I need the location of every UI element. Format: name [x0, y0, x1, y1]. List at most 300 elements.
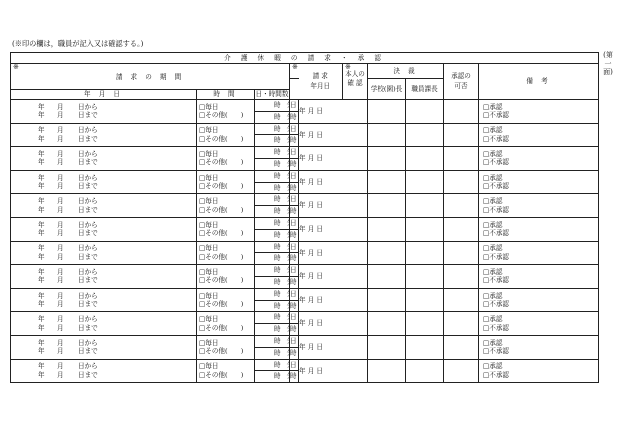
unit-day[interactable]: 日 [290, 265, 299, 277]
disapprove-checkbox[interactable]: □不承認 [483, 182, 510, 191]
principal-stamp-cell[interactable] [406, 241, 444, 265]
field-label: 月 [57, 315, 64, 324]
time-range [255, 170, 290, 182]
time-range [255, 158, 290, 170]
field-label: 年 [38, 126, 45, 135]
self-confirm-cell[interactable] [368, 288, 406, 312]
field-label: 日まで [78, 229, 98, 238]
field-label: 月 [57, 267, 64, 276]
request-cycle [197, 335, 255, 359]
field-label: 時 [274, 136, 281, 145]
staff-chief-stamp-cell[interactable] [444, 359, 479, 383]
field-label: 月 [57, 182, 64, 191]
remarks-header: 備 考 [479, 64, 599, 100]
time-column-header: 時 間 [197, 90, 255, 100]
field-label: 月 [57, 134, 64, 143]
field-label: 年 [38, 362, 45, 371]
request-date-cell[interactable]: 年 月 日 [299, 194, 368, 218]
field-label: 年 [38, 291, 45, 300]
daily-checkbox[interactable]: □毎日 [199, 315, 219, 324]
field-label: 日まで [78, 205, 98, 214]
field-label: 月 [57, 347, 64, 356]
field-label: 月 [57, 111, 64, 120]
approval-header: 承認の 可否 [444, 64, 479, 100]
approval-cell [479, 241, 599, 265]
disapprove-checkbox[interactable]: □不承認 [483, 111, 510, 120]
self-confirm-header: ※ 本人の 確 認 [343, 64, 368, 100]
other-checkbox[interactable]: □その他( ) [199, 347, 244, 356]
time-range [255, 111, 290, 123]
other-checkbox[interactable]: □その他( ) [199, 134, 244, 143]
staff-chief-header: 職員課長 [406, 79, 444, 100]
time-range [255, 312, 290, 324]
approval-cell [479, 123, 599, 147]
request-date-cell[interactable]: 年 月 日 [299, 123, 368, 147]
approval-cell [479, 194, 599, 218]
field-label: 日まで [78, 347, 98, 356]
self-confirm-cell[interactable] [368, 241, 406, 265]
unit-day[interactable]: 日 [290, 100, 299, 112]
form-row-7 [11, 241, 599, 253]
principal-stamp-cell[interactable] [406, 312, 444, 336]
time-range [255, 217, 290, 229]
field-label: 時 [274, 160, 281, 169]
request-cycle [197, 241, 255, 265]
principal-stamp-cell[interactable] [406, 147, 444, 171]
unit-day[interactable]: 日 [290, 288, 299, 300]
field-label: 月 [57, 205, 64, 214]
field-label: 時 [274, 360, 281, 369]
approval-cell [479, 312, 599, 336]
field-label: 時 [274, 348, 281, 357]
request-date-range [11, 194, 197, 218]
field-label: 月 [57, 197, 64, 206]
unit-hour[interactable]: 時 [290, 182, 299, 194]
field-label: 年 [38, 370, 45, 379]
self-confirm-cell[interactable] [368, 265, 406, 289]
field-label: 月 [57, 102, 64, 111]
field-label: 年 [38, 102, 45, 111]
approve-checkbox[interactable]: □承認 [483, 291, 503, 300]
daily-checkbox[interactable]: □毎日 [199, 102, 219, 111]
approval-cell [479, 265, 599, 289]
disapprove-checkbox[interactable]: □不承認 [483, 300, 510, 309]
field-label: 年 [38, 173, 45, 182]
unit-hour[interactable]: 時 [290, 253, 299, 265]
time-range [255, 206, 290, 218]
time-range [255, 253, 290, 265]
time-range [255, 359, 290, 371]
field-label: 年 [38, 252, 45, 261]
disapprove-checkbox[interactable]: □不承認 [483, 229, 510, 238]
request-date-range [11, 265, 197, 289]
request-date-cell[interactable]: 年 月 日 [299, 312, 368, 336]
staff-chief-stamp-cell[interactable] [444, 100, 479, 124]
field-label: 日まで [78, 323, 98, 332]
field-label: 時 [274, 325, 281, 334]
approve-checkbox[interactable]: □承認 [483, 126, 503, 135]
request-date-range [11, 123, 197, 147]
unit-hour[interactable]: 時 [290, 276, 299, 288]
time-range [255, 135, 290, 147]
field-label: 日まで [78, 276, 98, 285]
field-label: 時 [274, 313, 281, 322]
field-label: 日から [78, 173, 98, 182]
other-checkbox[interactable]: □その他( ) [199, 323, 244, 332]
self-confirm-cell[interactable] [368, 170, 406, 194]
staff-chief-stamp-cell[interactable] [444, 335, 479, 359]
request-date-cell[interactable]: 年 月 日 [299, 288, 368, 312]
disapprove-checkbox[interactable]: □不承認 [483, 252, 510, 261]
request-date-range [11, 100, 197, 124]
unit-day[interactable]: 日 [290, 194, 299, 206]
unit-day[interactable]: 日 [290, 170, 299, 182]
field-label: 時 [274, 207, 281, 216]
self-confirm-cell[interactable] [368, 194, 406, 218]
field-label: 日まで [78, 134, 98, 143]
request-date-cell[interactable]: 年 月 日 [299, 265, 368, 289]
field-label: 年 [38, 197, 45, 206]
staff-chief-stamp-cell[interactable] [444, 194, 479, 218]
field-label: 月 [57, 370, 64, 379]
field-label: 年 [38, 323, 45, 332]
field-label: 日まで [78, 300, 98, 309]
field-label: 月 [57, 323, 64, 332]
unit-hour[interactable]: 時 [290, 111, 299, 123]
other-checkbox[interactable]: □その他( ) [199, 370, 244, 379]
staff-chief-stamp-cell[interactable] [444, 288, 479, 312]
field-label: 時 [274, 124, 281, 133]
disapprove-checkbox[interactable]: □不承認 [483, 370, 510, 379]
field-label: 年 [38, 149, 45, 158]
time-range [255, 371, 290, 383]
form-row-2 [11, 123, 599, 135]
field-label: 時 [274, 301, 281, 310]
request-cycle [197, 194, 255, 218]
field-label: 日から [78, 291, 98, 300]
principal-stamp-cell[interactable] [406, 194, 444, 218]
principal-stamp-cell[interactable] [406, 100, 444, 124]
principal-stamp-cell[interactable] [406, 288, 444, 312]
other-checkbox[interactable]: □その他( ) [199, 158, 244, 167]
request-date-cell[interactable]: 年 月 日 [299, 335, 368, 359]
request-date-range [11, 217, 197, 241]
field-label: 時 [274, 230, 281, 239]
form-title: 介 護 休 暇 の 請 求 ・ 承 認 [11, 53, 599, 64]
request-cycle [197, 312, 255, 336]
unit-day[interactable]: 日 [290, 241, 299, 253]
request-cycle [197, 123, 255, 147]
field-label: 日から [78, 220, 98, 229]
daily-checkbox[interactable]: □毎日 [199, 244, 219, 253]
time-range [255, 241, 290, 253]
field-label: 年 [38, 182, 45, 191]
request-date-cell[interactable]: 年 月 日 [299, 100, 368, 124]
disapprove-checkbox[interactable]: □不承認 [483, 205, 510, 214]
self-confirm-cell[interactable] [368, 312, 406, 336]
unit-hour[interactable]: 時 [290, 347, 299, 359]
time-range [255, 288, 290, 300]
form-row-6 [11, 217, 599, 229]
unit-hour[interactable]: 時 [290, 135, 299, 147]
staff-chief-stamp-cell[interactable] [444, 241, 479, 265]
principal-stamp-cell[interactable] [406, 359, 444, 383]
daily-checkbox[interactable]: □毎日 [199, 267, 219, 276]
principal-stamp-cell[interactable] [406, 217, 444, 241]
approve-checkbox[interactable]: □承認 [483, 338, 503, 347]
approve-checkbox[interactable]: □承認 [483, 173, 503, 182]
field-label: 月 [57, 300, 64, 309]
form-row-11 [11, 335, 599, 347]
time-range [255, 324, 290, 336]
staff-chief-stamp-cell[interactable] [444, 147, 479, 171]
request-date-range [11, 359, 197, 383]
field-label: 時 [274, 183, 281, 192]
self-confirm-cell[interactable] [368, 217, 406, 241]
unit-day[interactable]: 日 [290, 312, 299, 324]
time-range [255, 347, 290, 359]
other-checkbox[interactable]: □その他( ) [199, 111, 244, 120]
approval-cell [479, 359, 599, 383]
request-date-range [11, 241, 197, 265]
daily-checkbox[interactable]: □毎日 [199, 149, 219, 158]
other-checkbox[interactable]: □その他( ) [199, 205, 244, 214]
field-label: 月 [57, 291, 64, 300]
daily-checkbox[interactable]: □毎日 [199, 197, 219, 206]
field-label: 日まで [78, 252, 98, 261]
unit-hour[interactable]: 時 [290, 206, 299, 218]
time-range [255, 229, 290, 241]
field-label: 時 [274, 171, 281, 180]
request-date-cell[interactable]: 年 月 日 [299, 241, 368, 265]
field-label: 月 [57, 149, 64, 158]
daily-checkbox[interactable]: □毎日 [199, 338, 219, 347]
request-cycle [197, 217, 255, 241]
request-date-header: 請 求 年月日 [299, 64, 343, 100]
request-cycle [197, 147, 255, 171]
other-checkbox[interactable]: □その他( ) [199, 300, 244, 309]
request-cycle [197, 265, 255, 289]
request-date-range [11, 170, 197, 194]
field-label: 時 [274, 337, 281, 346]
field-label: 時 [274, 112, 281, 121]
field-label: 年 [38, 300, 45, 309]
form-row-3 [11, 147, 599, 159]
unit-day[interactable]: 日 [290, 217, 299, 229]
daily-checkbox[interactable]: □毎日 [199, 291, 219, 300]
field-label: 時 [274, 289, 281, 298]
time-range [255, 335, 290, 347]
field-label: 月 [57, 126, 64, 135]
field-label: 日まで [78, 158, 98, 167]
field-label: 月 [57, 252, 64, 261]
time-range [255, 123, 290, 135]
field-label: 日から [78, 267, 98, 276]
daily-checkbox[interactable]: □毎日 [199, 220, 219, 229]
field-label: 時 [274, 219, 281, 228]
request-date-range [11, 147, 197, 171]
field-label: 年 [38, 205, 45, 214]
approve-checkbox[interactable]: □承認 [483, 102, 503, 111]
field-label: 日から [78, 362, 98, 371]
approval-cell [479, 288, 599, 312]
unit-hour[interactable]: 時 [290, 158, 299, 170]
self-confirm-cell[interactable] [368, 147, 406, 171]
field-label: 日まで [78, 111, 98, 120]
form-row-5 [11, 194, 599, 206]
unit-day[interactable]: 日 [290, 359, 299, 371]
other-checkbox[interactable]: □その他( ) [199, 276, 244, 285]
approval-cell [479, 100, 599, 124]
field-label: 年 [38, 229, 45, 238]
field-label: 日から [78, 315, 98, 324]
other-checkbox[interactable]: □その他( ) [199, 182, 244, 191]
staff-chief-stamp-cell[interactable] [444, 312, 479, 336]
form-row-8 [11, 265, 599, 277]
request-date-cell[interactable]: 年 月 日 [299, 217, 368, 241]
days-hours-column-header: 日・時間数 [255, 90, 289, 99]
field-label: 日から [78, 197, 98, 206]
field-label: 日から [78, 244, 98, 253]
page-side-label: (第一面) [603, 51, 613, 77]
approve-checkbox[interactable]: □承認 [483, 362, 503, 371]
unit-day[interactable]: 日 [290, 335, 299, 347]
field-label: 年 [38, 220, 45, 229]
form-note: (※印の欄は，職員が記入又は確認する。) [12, 39, 144, 48]
disapprove-checkbox[interactable]: □不承認 [483, 158, 510, 167]
field-label: 時 [274, 148, 281, 157]
disapprove-checkbox[interactable]: □不承認 [483, 134, 510, 143]
field-label: 月 [57, 244, 64, 253]
time-range [255, 182, 290, 194]
staff-chief-stamp-cell[interactable] [444, 123, 479, 147]
approve-checkbox[interactable]: □承認 [483, 197, 503, 206]
field-label: 月 [57, 173, 64, 182]
field-label: 年 [38, 244, 45, 253]
field-label: 年 [38, 315, 45, 324]
field-label: 時 [274, 372, 281, 381]
field-label: 時 [274, 254, 281, 263]
field-label: 月 [57, 276, 64, 285]
daily-checkbox[interactable]: □毎日 [199, 362, 219, 371]
approval-cell [479, 147, 599, 171]
principal-header: 学校(園)長 [368, 79, 406, 100]
date-column-header: 年 月 日 [11, 90, 197, 100]
request-period-header [11, 64, 290, 90]
time-range [255, 276, 290, 288]
approve-checkbox[interactable]: □承認 [483, 267, 503, 276]
request-date-cell[interactable]: 年 月 日 [299, 359, 368, 383]
field-label: 年 [38, 111, 45, 120]
field-label: 日から [78, 102, 98, 111]
staff-chief-stamp-cell[interactable] [444, 217, 479, 241]
staff-chief-stamp-cell[interactable] [444, 170, 479, 194]
field-label: 月 [57, 220, 64, 229]
field-label: 日まで [78, 370, 98, 379]
field-label: 月 [57, 229, 64, 238]
approve-checkbox[interactable]: □承認 [483, 315, 503, 324]
approve-checkbox[interactable]: □承認 [483, 149, 503, 158]
approve-checkbox[interactable]: □承認 [483, 244, 503, 253]
time-range [255, 194, 290, 206]
approval-cell [479, 335, 599, 359]
time-range [255, 265, 290, 277]
field-label: 月 [57, 338, 64, 347]
other-checkbox[interactable]: □その他( ) [199, 252, 244, 261]
request-date-mark-cell: ※ [290, 64, 299, 79]
time-range [255, 300, 290, 312]
request-date-cell[interactable]: 年 月 日 [299, 147, 368, 171]
field-label: 年 [38, 134, 45, 143]
form-row-4 [11, 170, 599, 182]
staff-mark: ※ [13, 63, 19, 71]
field-label: 日から [78, 149, 98, 158]
unit-hour[interactable]: 時 [290, 324, 299, 336]
request-period-label: 請 求 の 期 間 [115, 73, 185, 81]
disapprove-checkbox[interactable]: □不承認 [483, 347, 510, 356]
request-cycle [197, 288, 255, 312]
time-range [255, 147, 290, 159]
field-label: 年 [38, 158, 45, 167]
request-date-cell[interactable]: 年 月 日 [299, 170, 368, 194]
unit-hour[interactable]: 時 [290, 371, 299, 383]
approve-checkbox[interactable]: □承認 [483, 220, 503, 229]
field-label: 時 [274, 266, 281, 275]
form-row-10 [11, 312, 599, 324]
field-label: 時 [274, 242, 281, 251]
request-cycle [197, 170, 255, 194]
staff-chief-stamp-cell[interactable] [444, 265, 479, 289]
field-label: 月 [57, 158, 64, 167]
daily-checkbox[interactable]: □毎日 [199, 126, 219, 135]
form-row-9 [11, 288, 599, 300]
self-confirm-cell[interactable] [368, 359, 406, 383]
form-row-1 [11, 100, 599, 112]
principal-stamp-cell[interactable] [406, 335, 444, 359]
field-label: 日から [78, 126, 98, 135]
field-label: 年 [38, 347, 45, 356]
approval-cell [479, 170, 599, 194]
self-confirm-cell[interactable] [368, 335, 406, 359]
time-range [255, 100, 290, 112]
unit-hour[interactable]: 時 [290, 300, 299, 312]
form-row-12 [11, 359, 599, 371]
unit-hour[interactable]: 時 [290, 229, 299, 241]
field-label: 時 [274, 195, 281, 204]
field-label: 時 [274, 101, 281, 110]
request-date-range [11, 312, 197, 336]
principal-stamp-cell[interactable] [406, 265, 444, 289]
field-label: 時 [274, 278, 281, 287]
other-checkbox[interactable]: □その他( ) [199, 229, 244, 238]
self-confirm-cell[interactable] [368, 123, 406, 147]
unit-day[interactable]: 日 [290, 123, 299, 135]
request-date-range [11, 288, 197, 312]
decision-header: 決 裁 [368, 64, 444, 79]
disapprove-checkbox[interactable]: □不承認 [483, 276, 510, 285]
daily-checkbox[interactable]: □毎日 [199, 173, 219, 182]
unit-day[interactable]: 日 [290, 147, 299, 159]
principal-stamp-cell[interactable] [406, 123, 444, 147]
field-label: 日まで [78, 182, 98, 191]
field-label: 年 [38, 267, 45, 276]
request-cycle [197, 359, 255, 383]
self-confirm-cell[interactable] [368, 100, 406, 124]
field-label: 日から [78, 338, 98, 347]
approval-cell [479, 217, 599, 241]
principal-stamp-cell[interactable] [406, 170, 444, 194]
disapprove-checkbox[interactable]: □不承認 [483, 323, 510, 332]
